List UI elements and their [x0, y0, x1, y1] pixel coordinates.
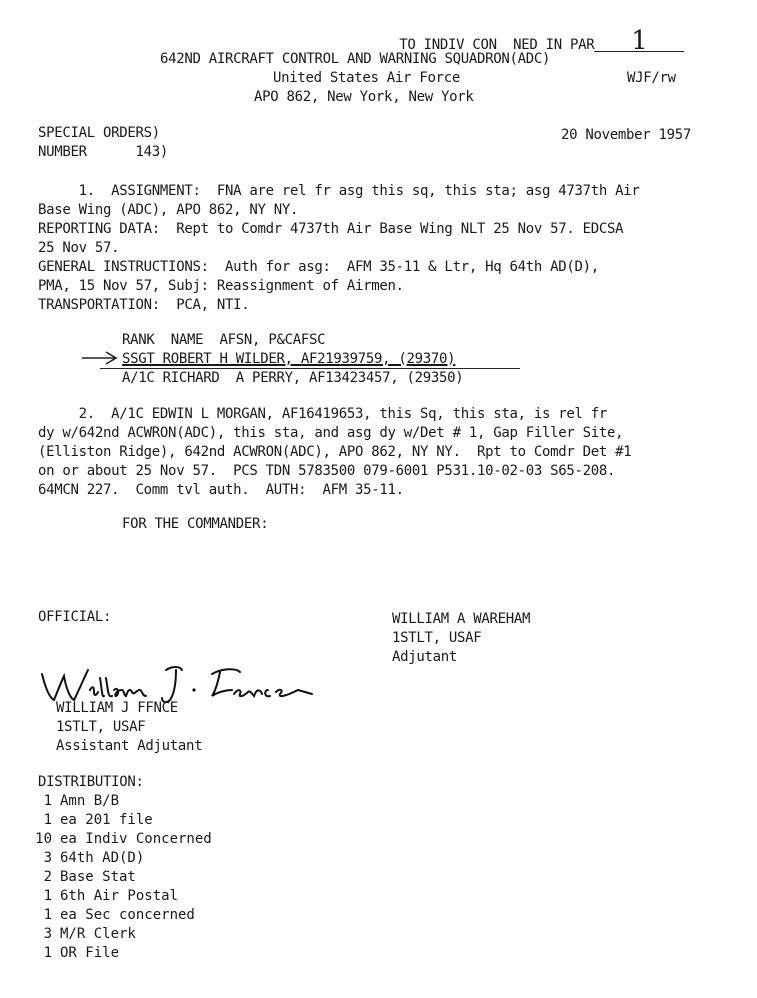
para1-line: PMA, 15 Nov 57, Subj: Reassignment of Airmen.	[38, 278, 404, 294]
distribution-item	[30, 925, 136, 944]
distribution-text: Base Stat	[60, 869, 136, 885]
distribution-qty: 1	[43, 945, 52, 961]
para2-line: (Elliston Ridge), 642nd ACWRON(ADC), APO 862, NY NY. Rpt to Comdr Det #1	[38, 444, 632, 460]
distribution-text: ea 201 file	[60, 812, 153, 828]
para1-line: 25 Nov 57.	[38, 240, 120, 256]
distribution-item	[30, 887, 178, 906]
para1-line: 1. ASSIGNMENT: FNA are rel fr asg this sq, this sta; asg 4737th Air	[38, 183, 640, 199]
distribution-item	[30, 792, 119, 811]
distribution-heading: DISTRIBUTION:	[38, 774, 144, 790]
distribution-qty: 10	[35, 831, 52, 847]
distribution-qty: 1	[43, 907, 52, 923]
order-date: 20 November 1957	[561, 127, 692, 143]
official-label: OFFICIAL:	[38, 609, 112, 625]
distribution-text: 64th AD(D)	[60, 850, 145, 866]
distribution-qty: 2	[43, 869, 52, 885]
distribution-text: Amn B/B	[60, 793, 120, 809]
roster-header: RANK NAME AFSN, P&CAFSC	[122, 332, 326, 348]
signature-dot	[192, 688, 195, 691]
distribution-text: ea Sec concerned	[60, 907, 195, 923]
commander-name: WILLIAM A WAREHAM	[392, 611, 531, 627]
distribution-text: ea Indiv Concerned	[60, 831, 212, 847]
arrow-icon	[80, 350, 120, 366]
para1-line: Base Wing (ADC), APO 862, NY NY.	[38, 202, 299, 218]
para2-line: dy w/642nd ACWRON(ADC), this sta, and asg dy w/Det # 1, Gap Filler Site,	[38, 425, 624, 441]
distribution-qty: 3	[43, 850, 52, 866]
for-the-commander: FOR THE COMMANDER:	[122, 516, 269, 532]
routing-prefix: TO INDIV CON	[399, 37, 497, 53]
routing-paragraph: 1	[594, 31, 684, 52]
para2-line: 64MCN 227. Comm tvl auth. AUTH: AFM 35-11.	[38, 482, 404, 498]
roster-row: A/1C RICHARD A PERRY, AF13423457, (29350)	[122, 370, 464, 386]
distribution-text: M/R Clerk	[60, 926, 136, 942]
routing-stamp	[383, 12, 684, 55]
para1-line: TRANSPORTATION: PCA, NTI.	[38, 297, 250, 313]
distribution-item	[30, 906, 195, 925]
distribution-item	[30, 849, 144, 868]
routing-gap: NED IN PAR	[513, 37, 595, 53]
distribution-qty: 3	[43, 926, 52, 942]
distribution-item	[30, 944, 119, 963]
distribution-item	[30, 830, 212, 849]
order-number: NUMBER 143)	[38, 144, 169, 160]
typist-initials: WJF/rw	[627, 70, 676, 86]
signer-title: Assistant Adjutant	[56, 738, 203, 754]
service-name: United States Air Force	[273, 70, 460, 86]
signer-name: WILLIAM J FFNCE	[56, 700, 178, 716]
unit-name: 642ND AIRCRAFT CONTROL AND WARNING SQUADRON(ADC)	[160, 51, 551, 67]
commander-title: Adjutant	[392, 649, 458, 665]
distribution-qty: 1	[43, 793, 52, 809]
para1-line: REPORTING DATA: Rept to Comdr 4737th Air Base Wing NLT 25 Nov 57. EDCSA	[38, 221, 624, 237]
unit-address: APO 862, New York, New York	[254, 89, 474, 105]
para1-line: GENERAL INSTRUCTIONS: Auth for asg: AFM 35-11 & Ltr, Hq 64th AD(D),	[38, 259, 599, 275]
roster-row: SSGT ROBERT H WILDER, AF21939759, (29370)	[122, 351, 456, 367]
signer-rank: 1STLT, USAF	[56, 719, 146, 735]
commander-rank: 1STLT, USAF	[392, 630, 482, 646]
para2-line: 2. A/1C EDWIN L MORGAN, AF16419653, this Sq, this sta, is rel fr	[38, 406, 608, 422]
distribution-text: OR File	[60, 945, 120, 961]
order-label: SPECIAL ORDERS)	[38, 125, 160, 141]
distribution-text: 6th Air Postal	[60, 888, 179, 904]
distribution-qty: 1	[43, 812, 52, 828]
distribution-item	[30, 811, 153, 830]
distribution-item	[30, 868, 136, 887]
distribution-qty: 1	[43, 888, 52, 904]
para2-line: on or about 25 Nov 57. PCS TDN 5783500 079-6001 P531.10-02-03 S65-208.	[38, 463, 616, 479]
